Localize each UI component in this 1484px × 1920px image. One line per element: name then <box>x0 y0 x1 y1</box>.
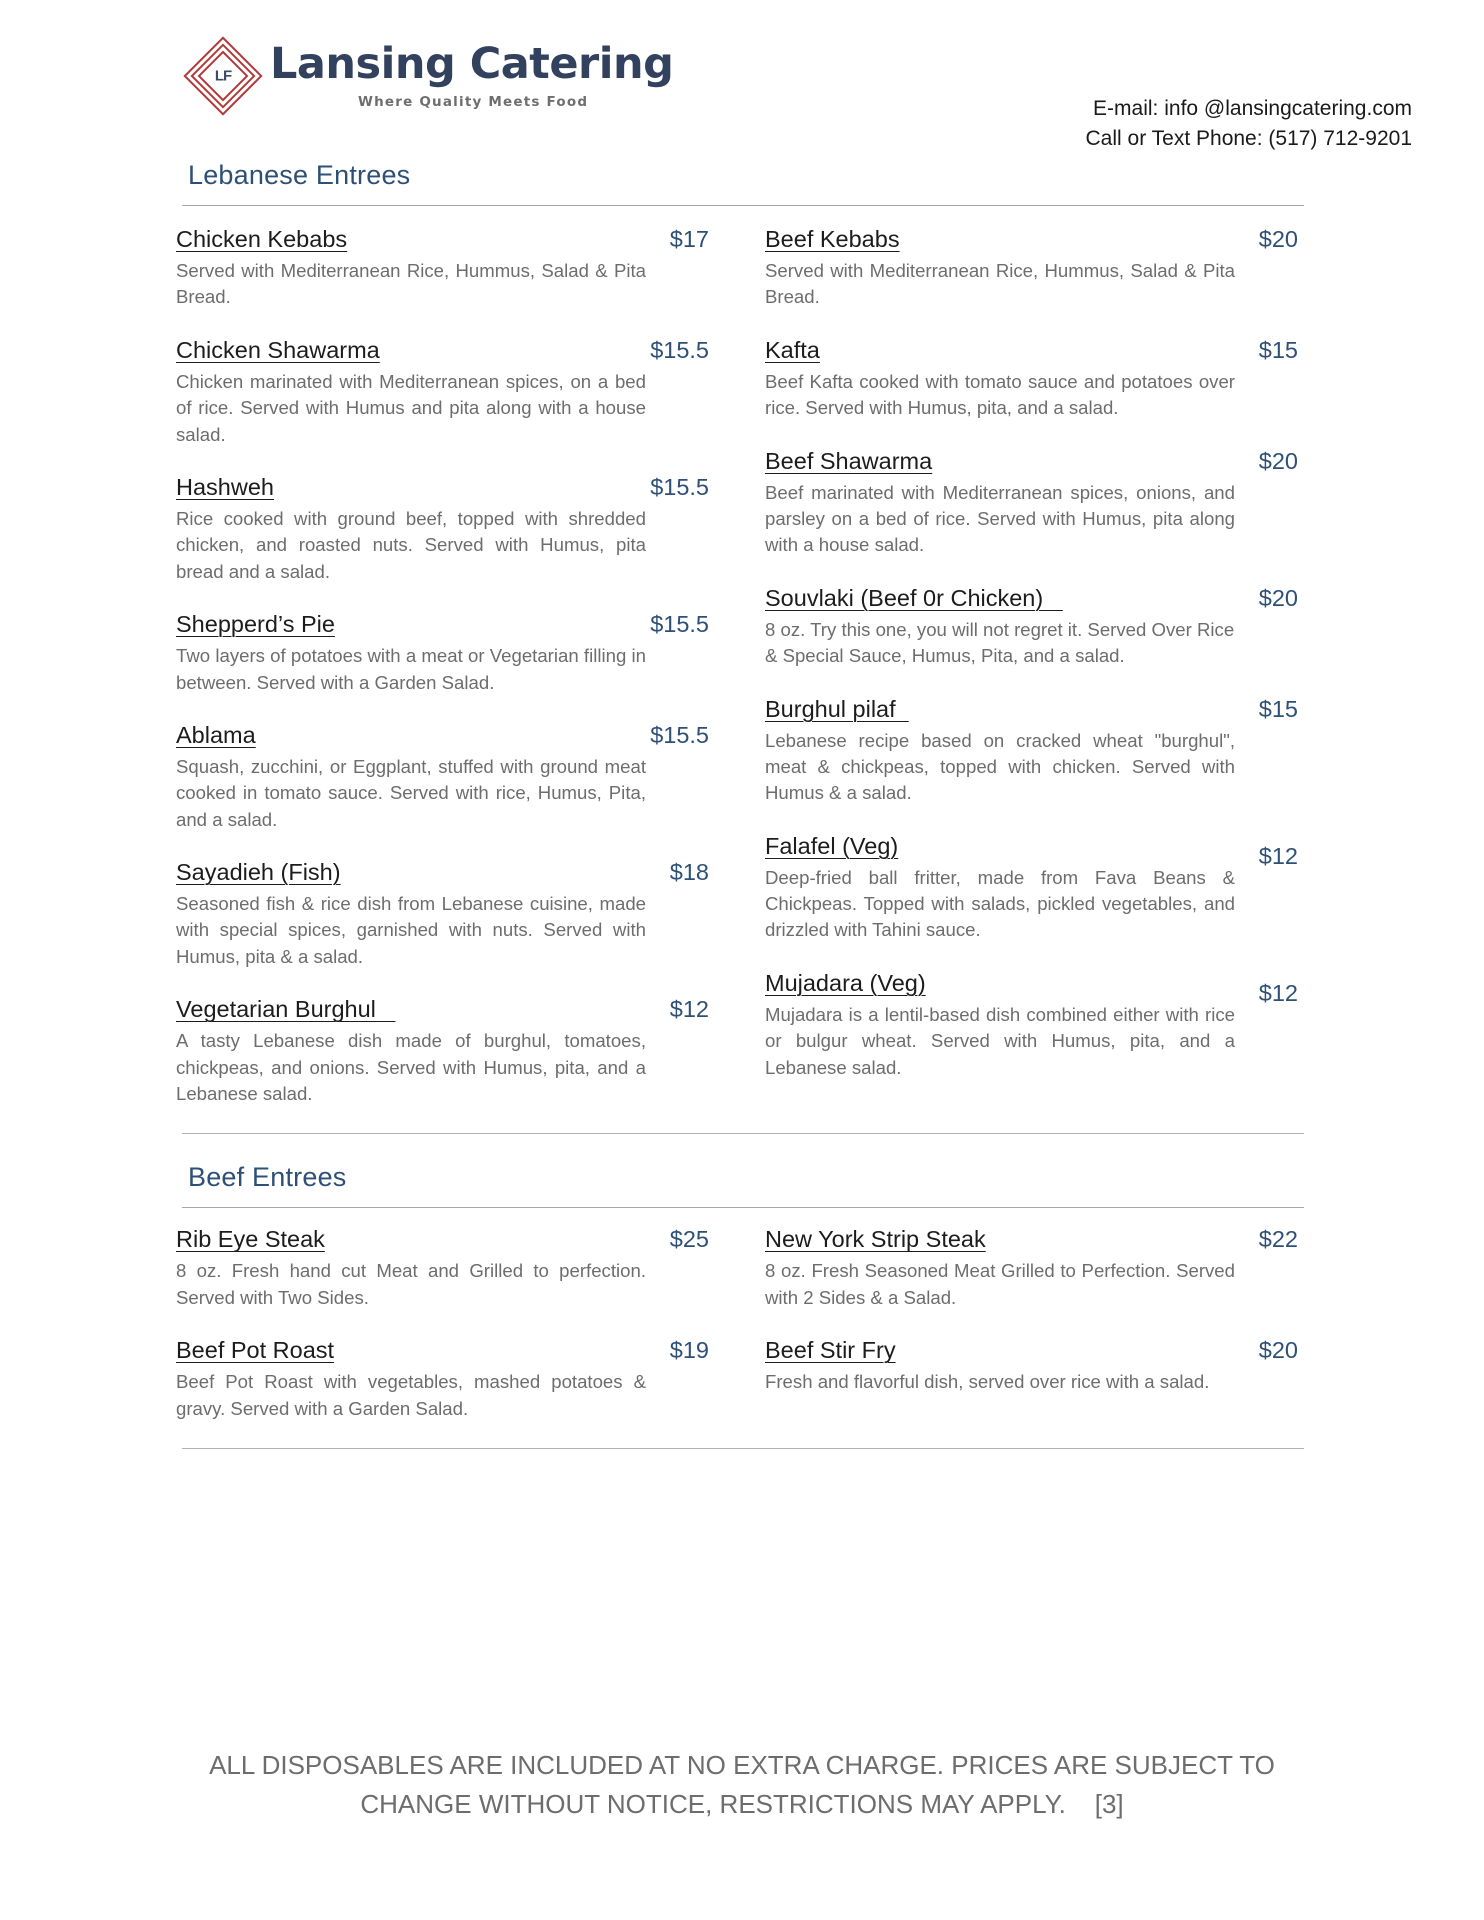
menu-item[interactable] <box>765 1226 1298 1311</box>
menu-item[interactable] <box>765 448 1298 559</box>
item-description: Rice cooked with ground beef, topped with shredded chicken, and roasted nuts. Served with Humus, pita bread and a salad. <box>176 507 646 582</box>
item-description: Beef Kafta cooked with tomato sauce and potatoes over rice. Served with Humus, pita, and a salad. <box>765 370 1235 419</box>
item-name: Chicken Kebabs <box>176 226 348 252</box>
footer-line-2: CHANGE WITHOUT NOTICE, RESTRICTIONS MAY APPLY. [3] <box>360 1789 1124 1819</box>
item-name: Beef Kebabs <box>765 226 900 252</box>
item-description: Deep-fried ball fritter, made from Fava Beans & Chickpeas. Topped with salads, pickled vegetables, and drizzled with Tahini sauce. <box>765 866 1235 941</box>
diamond-logo-icon <box>186 30 260 122</box>
menu-item[interactable] <box>176 337 709 448</box>
lebanese-items-grid <box>176 206 1432 1107</box>
logo-monogram: LF <box>214 67 232 85</box>
menu-item[interactable] <box>765 970 1298 1081</box>
item-name: Ablama <box>176 721 256 748</box>
item-price: $12 <box>669 996 709 1023</box>
item-price: $19 <box>669 1337 709 1364</box>
item-price: $15.5 <box>650 473 709 500</box>
item-price: $15.5 <box>650 721 709 748</box>
beef-right-column <box>765 1226 1298 1422</box>
footer-line-1: ALL DISPOSABLES ARE INCLUDED AT NO EXTRA CHARGE. PRICES ARE SUBJECT TO <box>209 1750 1275 1780</box>
menu-content <box>0 160 1484 1449</box>
menu-item[interactable] <box>176 996 709 1107</box>
item-price: $20 <box>1258 584 1298 611</box>
item-name: New York Strip Steak <box>765 1226 986 1253</box>
section-title-beef: Beef Entrees <box>188 1162 347 1193</box>
item-price: $18 <box>669 859 709 886</box>
item-name: Chicken Shawarma <box>176 336 380 363</box>
menu-item[interactable] <box>176 611 709 696</box>
menu-item[interactable] <box>176 722 709 833</box>
menu-item[interactable] <box>176 859 709 970</box>
menu-item[interactable] <box>765 337 1298 422</box>
item-description: Lebanese recipe based on cracked wheat "burghul", meat & chickpeas, topped with chicken. Served with Humus & a salad. <box>765 729 1235 804</box>
item-price: $15.5 <box>650 336 709 363</box>
item-price: $12 <box>1258 979 1298 1006</box>
beef-items-grid <box>176 1208 1432 1422</box>
item-description: 8 oz. Fresh hand cut Meat and Grilled to perfection. Served with Two Sides. <box>176 1260 646 1308</box>
item-description: Two layers of potatoes with a meat or Vegetarian filling in between. Served with a Garden Salad. <box>176 645 646 693</box>
item-description: Mujadara is a lentil-based dish combined either with rice or bulgur wheat. Served with Humus, pita, and a Lebanese salad. <box>765 1003 1235 1078</box>
item-price: $25 <box>669 1226 709 1253</box>
lebanese-left-column <box>176 226 709 1107</box>
item-description: 8 oz. Try this one, you will not regret it. Served Over Rice & Special Sauce, Humus, Pita, and a salad. <box>765 618 1235 667</box>
item-description: Chicken marinated with Mediterranean spices, on a bed of rice. Served with Humus and pita along with a house salad. <box>176 370 646 445</box>
item-price: $20 <box>1258 226 1298 252</box>
item-price: $15 <box>1258 336 1298 363</box>
item-description: Beef marinated with Mediterranean spices, onions, and parsley on a bed of rice. Served with Humus, pita along with a house salad. <box>765 481 1235 556</box>
item-name: Burghul pilaf <box>765 695 909 722</box>
item-name: Hashweh <box>176 473 274 500</box>
item-name: Beef Pot Roast <box>176 1337 335 1364</box>
menu-item[interactable] <box>176 1226 709 1311</box>
menu-item[interactable] <box>765 1337 1298 1395</box>
beef-divider-bottom <box>182 1448 1304 1449</box>
menu-item[interactable] <box>765 696 1298 807</box>
item-description: Squash, zucchini, or Eggplant, stuffed with ground meat cooked in tomato sauce. Served with rice, Humus, Pita, and a salad. <box>176 755 646 830</box>
item-name: Kafta <box>765 336 820 363</box>
item-price: $17 <box>669 226 709 252</box>
item-description: Fresh and flavorful dish, served over rice with a salad. <box>765 1371 1210 1393</box>
item-name: Souvlaki (Beef 0r Chicken) <box>765 584 1063 611</box>
item-description: Beef Pot Roast with vegetables, mashed potatoes & gravy. Served with a Garden Salad. <box>176 1371 646 1419</box>
item-name: Rib Eye Steak <box>176 1226 325 1253</box>
item-name: Beef Stir Fry <box>765 1337 896 1364</box>
menu-item[interactable] <box>176 474 709 585</box>
item-name: Vegetarian Burghul <box>176 996 396 1023</box>
page-footer <box>0 1746 1484 1824</box>
item-name: Shepperd’s Pie <box>176 611 335 638</box>
item-price: $15 <box>1258 695 1298 722</box>
item-price: $20 <box>1258 1337 1298 1364</box>
menu-item[interactable] <box>765 226 1298 311</box>
section-title-lebanese: Lebanese Entrees <box>188 160 411 190</box>
item-price: $15.5 <box>650 611 709 638</box>
contact-email: E-mail: info @lansingcatering.com <box>1093 97 1412 120</box>
item-price: $22 <box>1258 1226 1298 1253</box>
item-description: Served with Mediterranean Rice, Hummus, Salad & Pita Bread. <box>176 260 646 308</box>
item-name: Beef Shawarma <box>765 447 933 474</box>
menu-item[interactable] <box>176 1337 709 1422</box>
item-description: Served with Mediterranean Rice, Hummus, Salad & Pita Bread. <box>765 260 1235 308</box>
page-header <box>0 0 1484 160</box>
brand-logo <box>186 30 673 122</box>
brand-name: Lansing Catering <box>270 39 674 90</box>
menu-item[interactable] <box>765 833 1298 944</box>
item-name: Falafel (Veg) <box>765 832 899 859</box>
item-name: Mujadara (Veg) <box>765 969 926 996</box>
item-price: $12 <box>1258 842 1298 869</box>
menu-item[interactable] <box>765 585 1298 670</box>
item-description: A tasty Lebanese dish made of burghul, tomatoes, chickpeas, and onions. Served with Humus, pita, and a Lebanese salad. <box>176 1030 646 1105</box>
contact-phone: Call or Text Phone: (517) 712-9201 <box>1085 127 1412 151</box>
contact-block <box>1086 94 1432 155</box>
section-divider-bottom <box>182 1133 1304 1134</box>
item-price: $20 <box>1258 447 1298 474</box>
lebanese-right-column <box>765 226 1298 1107</box>
item-name: Sayadieh (Fish) <box>176 859 341 886</box>
item-description: 8 oz. Fresh Seasoned Meat Grilled to Perfection. Served with 2 Sides & a Salad. <box>765 1260 1235 1308</box>
menu-item[interactable] <box>176 226 709 311</box>
item-description: Seasoned fish & rice dish from Lebanese cuisine, made with special spices, garnished with nuts. Served with Humus, pita & a salad. <box>176 893 646 967</box>
brand-tagline: Where Quality Meets Food <box>358 93 589 110</box>
beef-left-column <box>176 1226 709 1422</box>
